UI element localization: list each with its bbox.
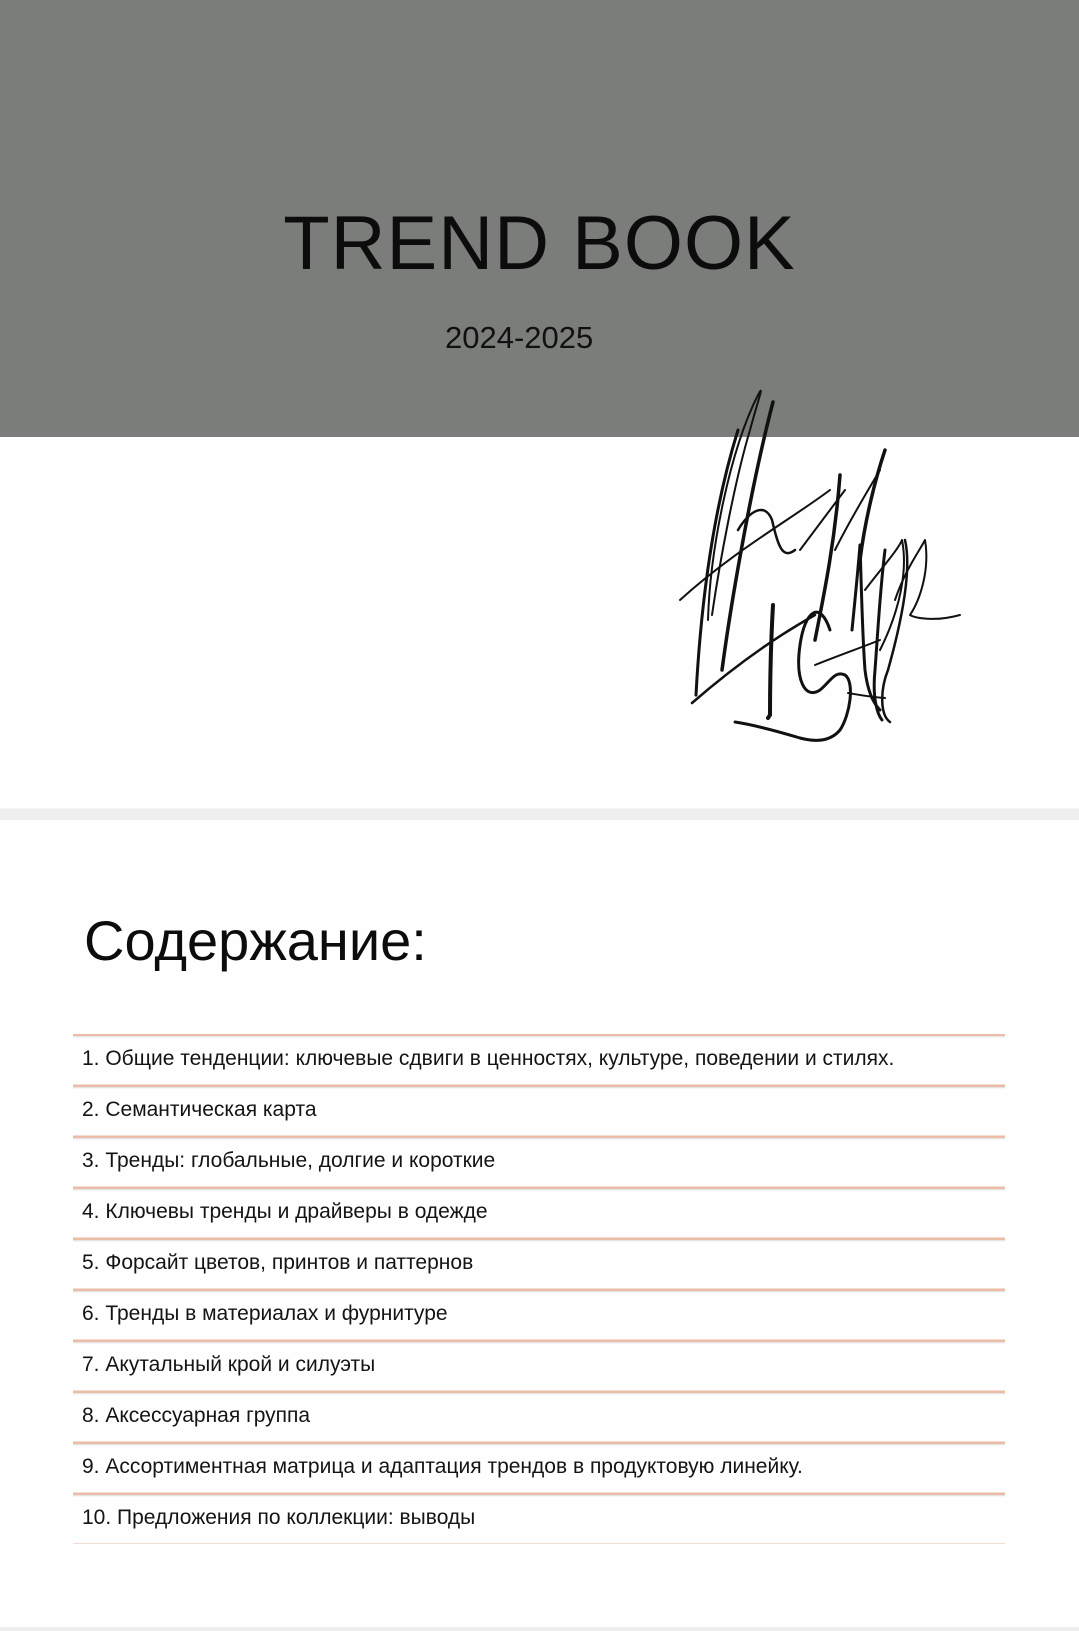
contents-item-6[interactable]: 6. Тренды в материалах и фурнитуре — [73, 1289, 1005, 1340]
contents-item-5[interactable]: 5. Форсайт цветов, принтов и паттернов — [73, 1238, 1005, 1289]
cover-years: 2024-2025 — [445, 320, 594, 355]
contents-heading: Содержание: — [84, 909, 427, 972]
page-bottom-edge — [0, 1627, 1079, 1631]
signature-icon — [640, 370, 970, 760]
contents-item-1[interactable]: 1. Общие тенденции: ключевые сдвиги в ценностях, культуре, поведении и стилях. — [73, 1034, 1005, 1085]
contents-item-9[interactable]: 9. Ассортиментная матрица и адаптация трендов в продуктовую линейку. — [73, 1442, 1005, 1493]
contents-item-7[interactable]: 7. Акутальный крой и силуэты — [73, 1340, 1005, 1391]
contents-item-8[interactable]: 8. Аксессуарная группа — [73, 1391, 1005, 1442]
cover-title: TREND BOOK — [283, 201, 796, 286]
cover-page — [0, 0, 1079, 808]
contents-page — [0, 820, 1079, 1627]
contents-item-10[interactable]: 10. Предложения по коллекции: выводы — [73, 1493, 1005, 1544]
contents-item-3[interactable]: 3. Тренды: глобальные, долгие и короткие — [73, 1136, 1005, 1187]
contents-item-2[interactable]: 2. Семантическая карта — [73, 1085, 1005, 1136]
contents-list — [73, 1034, 1005, 1544]
contents-item-4[interactable]: 4. Ключевы тренды и драйверы в одежде — [73, 1187, 1005, 1238]
